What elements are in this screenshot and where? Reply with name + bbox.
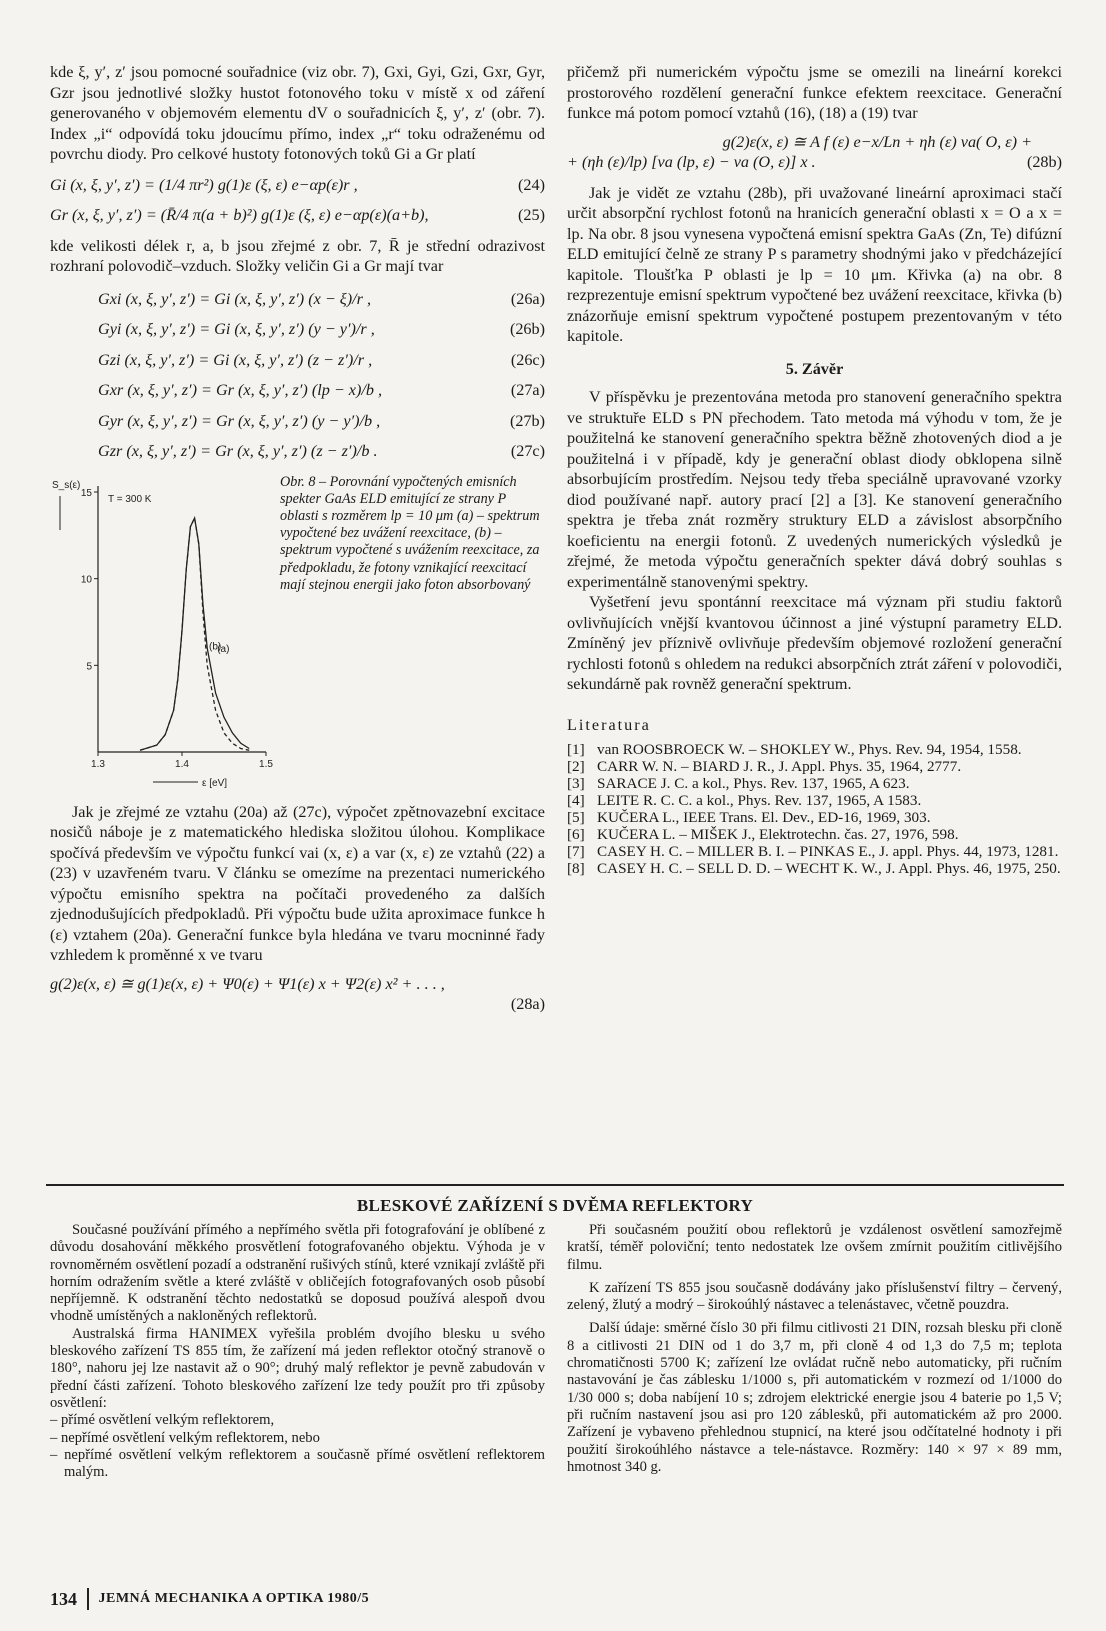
reference-number: [7] [567,843,585,860]
reference-text: CASEY H. C. – SELL D. D. – WECHT K. W., J. Appl. Phys. 46, 1975, 250. [597,860,1061,877]
right-column [567,62,1062,877]
reference-text: CASEY H. C. – MILLER B. I. – PINKAS E., J. appl. Phys. 44, 1973, 1281. [597,843,1059,860]
list-item: – nepřímé osvětlení velkým reflektorem, nebo [50,1429,320,1446]
conclusion-paragraph-2: Vyšetření jevu spontánní reexcitace má význam při studiu faktorů ovlivňujících vnější kvantovou účinnost a jiné výstupní parametry ELD. Zmíněný jev příznivě ovlivňuje především objemové rozložení generační rychlosti fotonů s ohledem na redukci absorpčních ztrát záření v polovodiči, sekundárně pak rovněž generační spektrum. [567,593,1062,693]
left-column [50,62,545,1015]
equation-expr: Gxi (x, ξ, y′, z′) = Gi (x, ξ, y′, z′) (x − ξ)/r , [98,289,372,308]
reference-number: [6] [567,826,585,843]
right-paragraph-1: přičemž při numerickém výpočtu jsme se omezili na lineární korekci prostorového rozdělení generační funkce efektem reexcitace. Generační funkce má potom pomocí vztahů (16), (18) a (19) tvar [567,63,1062,122]
journal-name: JEMNÁ MECHANIKA A OPTIKA 1980/5 [98,1591,370,1606]
equation-expr: Gzi (x, ξ, y′, z′) = Gi (x, ξ, y′, z′) (z − z′)/r , [98,350,373,369]
equation-expr: Gyi (x, ξ, y′, z′) = Gi (x, ξ, y′, z′) (y − y′)/r , [98,320,375,338]
equation-row [98,319,545,340]
equation-number: (27a) [510,381,545,399]
y-tick-label: 15 [80,487,92,499]
equation-expr: Gzr (x, ξ, y′, z′) = Gr (x, ξ, y′, z′) (z − z′)/b . [98,442,378,460]
reference-item [567,758,1062,775]
equation-28b-line1 [567,132,1062,153]
reference-item [567,809,1062,826]
conclusion-paragraph-1: V příspěvku je prezentována metoda pro stanovení generačního spektra ve struktuře ELD s PN přechodem. Tato metoda má výhodu v tom, že je použitelná ke stanovení generačního spektra běžně zhotovených diod a je použitelná i v případě, kdy je generační oblast diody obklopena silně absorbujícím prostředím. Nejsou tedy třeba speciálně upravované vzorky diod používané např. autory prací [2] a [3]. Ke stanovení generačního spektra je třeba znát rozměry struktury ELD a závislost absorpčního koeficientu na energii fotonů. Z uvedených numerických výsledků je zřejmé, že metoda výpočtu generačních spekter dává dobrý souhlas s experimentálně stanovenými spektry. [567,388,1062,591]
article-left-paragraph-2: Australská firma HANIMEX vyřešila problém dvojího blesku u svého bleskového zařízení TS 855 tím, že zařízení má jeden reflektor otočný stranově o 180°, nahoru jej lze nastavit až o 90°; druhý malý reflektor je pevně zabudován v přední části zařízení. Tohoto bleskového zařízení lze tedy použít pro tři způsoby osvětlení: [50,1325,545,1411]
equation-28b-line1-expr: g(2)ε(x, ε) ≅ A f (ε) e−x/Ln + ηh (ε) va( O, ε) + [722,132,1032,151]
equation-number: (26b) [509,320,545,338]
series-label-a: (a) [217,643,230,655]
article-left-paragraph-1: Současné používání přímého a nepřímého světla při fotografování je oblíbené z důvodu dosahování měkkého prosvětlení fotografovaného objektu. Výhoda je v rovnoměrném osvětlení pozadí a odstranění rušivých stínů, které vznikají zvláště při horním odražením světle a které zvláště v obličejích fotografovaných osob působí nepříjemně. K odstranění těchto nedostatků se doposud používá alespoň dvou vhodně umístěných a nakloněných reflektorů. [50,1222,545,1325]
reference-number: [1] [567,741,585,758]
equation-28b-number: (28b) [1026,153,1062,171]
list-item: – nepřímé osvětlení velkým reflektorem a současně přímé osvětlení reflektorem malým. [50,1446,545,1481]
references-heading: Literatura [567,715,651,734]
reference-text: KUČERA L., IEEE Trans. El. Dev., ED-16, 1969, 303. [597,809,931,826]
equation-row [98,350,545,371]
x-tick-label: 1.5 [259,758,273,770]
reference-item [567,826,1062,843]
reference-number: [3] [567,775,585,792]
reference-number: [8] [567,860,585,877]
list-item: – přímé osvětlení velkým reflektorem, [50,1412,275,1429]
spectrum-chart [50,472,280,790]
x-tick-label: 1.4 [175,758,189,770]
reference-item [567,792,1062,809]
intro-paragraph: kde ξ, y′, z′ jsou pomocné souřadnice (viz obr. 7), Gxi, Gyi, Gzi, Gxr, Gyr, Gzr jsou jednotlivé složky hustot fotonového toku v místě x od záření generovaného v objemovém elementu dV o souřadnicích ξ, y′, z′ (obr. 7). Index „i“ odpovídá toku jdoucímu přímo, index „r“ toku odraženému od povrchu diody. Pro celkové hustoty fotonových toků Gi a Gr platí [50,63,545,163]
equation-row [98,380,545,401]
equation-number: (27b) [509,411,545,430]
article-divider [46,1184,1064,1186]
equation-28a-number: (28a) [510,995,545,1013]
equation-28b-line2-expr: + (ηh (ε)/lp) [va (lp, ε) − va (O, ε)] x . [567,153,816,171]
article-title: BLESKOVÉ ZAŘÍZENÍ S DVĚMA REFLEKTORY [356,1196,754,1215]
series-label-b: (b) [209,640,222,652]
series-line-b [140,518,249,750]
y-tick-label: 5 [86,660,92,672]
equation-24-expr: Gi (x, ξ, y′, z′) = (1/4 πr²) g(1)ε (ξ, ε) e−αp(ε)r , [50,175,358,194]
article-list [50,1412,545,1481]
reference-item [567,741,1062,758]
equation-expr: Gyr (x, ξ, y′, z′) = Gr (x, ξ, y′, z′) (y − y′)/b , [98,411,381,430]
equation-number: (26c) [510,350,545,369]
equation-row [98,441,545,462]
equation-24 [50,175,545,196]
reference-item [567,775,1062,792]
right-paragraph-2: Jak je vidět ze vztahu (28b), při uvažované lineární aproximaci stačí určit absorpční rychlost fotonů na hranicích generační oblasti x = O a x = lp. Na obr. 8 jsou vynesena vypočtená emisní spektra GaAs (Zn, Te) difúzní ELD emitující čelně ze strany P s parametry shodnými jako v předcházející kapitole. Tloušťka P oblasti je lp = 10 μm. Křivka (a) na obr. 8 rezprezentuje emisní spektrum vypočtené bez uvážení reexcitace, křivka (b) znázorňuje emisní spektrum vypočtené postupem prezentovaným v této kapitole. [567,183,1062,345]
x-tick-label: 1.3 [91,758,105,770]
reference-text: SARACE J. C. a kol., Phys. Rev. 137, 1965, A 623. [597,775,910,792]
y-tick-label: 10 [80,574,92,586]
page-number: 134 [50,1588,77,1609]
references-list [567,741,1062,877]
equation-28a [50,974,545,995]
equation-row [98,411,545,432]
reference-number: [4] [567,792,585,809]
reference-text: van ROOSBROECK W. – SHOKLEY W., Phys. Rev. 94, 1954, 1558. [597,741,1022,758]
equation-25-number: (25) [518,206,545,224]
article-left-column [50,1222,545,1481]
after-equation-paragraph: kde velikosti délek r, a, b jsou zřejmé z obr. 7, R̄ je střední odrazivost rozhraní polovodič–vzduch. Složky veličin Gi a Gr mají tvar [50,236,545,275]
article-right-paragraph-2: K zařízení TS 855 jsou současně dodávány jako příslušenství filtry – červený, zelený, žlutý a modrý – širokoúhlý nástavec a telenástavec, včetně pouzdra. [567,1279,1062,1314]
equation-number: (27c) [510,442,545,460]
reference-text: LEITE R. C. C. a kol., Phys. Rev. 137, 1965, A 1583. [597,792,922,809]
article-right-paragraph-3: Další údaje: směrné číslo 30 při filmu citlivosti 21 DIN, rozsah blesku při cloně 8 a citlivosti 21 DIN od 1 do 3,7 m, při cloně 4 od 1,3 do 7,5 m; teplota chromatičnosti 5700 K; zařízení lze ovládat ručně nebo automaticky, při ručním nastavování je čas záblesku 1/1000 s, při automatickém v rozmezí od 1/1000 do 1/30 000 s; doba nabíjení 10 s; zdrojem elektrické energie jsou 4 baterie po 1,5 V; při ručním nastavení jsou asi pro 120 záblesků, při automatickém až pro 2000. Zařízení je vybaveno přehlednou stupnicí, na které jsou odčítatelné hodnoty i při použití širokoúhlého nástavce a tele-nástavce. Rozměry: 140 × 97 × 89 mm, hmotnost 340 g. [567,1320,1062,1475]
reference-text: CARR W. N. – BIARD J. R., J. Appl. Phys. 35, 1964, 2777. [597,758,962,775]
equations-26-27 [50,289,545,462]
reference-number: [2] [567,758,585,775]
article-right-column [567,1222,1062,1476]
paragraph-calculation: Jak je zřejmé ze vztahu (20a) až (27c), výpočet zpětnovazební excitace nosičů náboje je z matematického hlediska složitou úlohou. Komplikace spočívá především ve výpočtu funkcí vai (x, ε) a var (x, ε) ze vztahů (22) a (23) v uzavřeném tvaru. V článku se omezíme na prezentaci numerického výpočtu emisního spektra na počítači provedeného za dalších zjednodušujících předpokladů. Při výpočtu bude užita aproximace funkce h (ε) vztahem (20a). Generační funkce byla hledána ve tvaru mocninné řady vzhledem k proměnné x ve tvaru [50,802,545,964]
equation-28a-expr: g(2)ε(x, ε) ≅ g(1)ε(x, ε) + Ψ0(ε) + Ψ1(ε) x + Ψ2(ε) x² + . . . , [50,974,445,993]
footer-divider [87,1588,89,1610]
equation-number: (26a) [510,289,545,308]
equations-24-25 [50,175,545,226]
equation-28b [567,132,1062,173]
equation-24-number: (24) [518,175,545,194]
page-footer [50,1588,369,1610]
equation-25-expr: Gr (x, ξ, y′, z′) = (R̄/4 π(a + b)²) g(1)ε (ξ, ε) e−αp(ε)(a+b), [50,206,429,224]
figure-8 [50,472,545,792]
reference-text: KUČERA L. – MIŠEK J., Elektrotechn. čas. 27, 1976, 598. [597,826,959,843]
x-axis-label: ε [eV] [202,777,228,789]
y-axis-label: S_s(ε) [52,479,81,491]
section-heading-zaver: 5. Závěr [785,359,844,378]
equation-expr: Gxr (x, ξ, y′, z′) = Gr (x, ξ, y′, z′) (lp − x)/b , [98,381,383,399]
equation-25 [50,205,545,226]
article-right-paragraph-1: Při současném použití obou reflektorů je vzdálenost osvětlení samozřejmě kratší, téměř poloviční; tento nedostatek lze ovšem zmírnit použitím citlivějšího filmu. [567,1222,1062,1273]
reference-item [567,843,1062,860]
figure-caption: Obr. 8 – Porovnání vypočtených emisních spekter GaAs ELD emitující ze strany P oblasti s rozměrem lp = 10 μm (a) – spektrum vypočtené bez uvážení reexcitace, (b) – spektrum vypočtené s uvážením reexcitace, za předpokladu, že fotony vznikající reexcitací mají stejnou energii jako foton absorbovaný [280,473,540,593]
equation-row [98,289,545,310]
reference-item [567,860,1062,877]
reference-number: [5] [567,809,585,826]
temperature-annotation: T = 300 K [108,493,152,505]
series-line-a [140,518,249,750]
equation-28b-line2 [567,152,1062,173]
